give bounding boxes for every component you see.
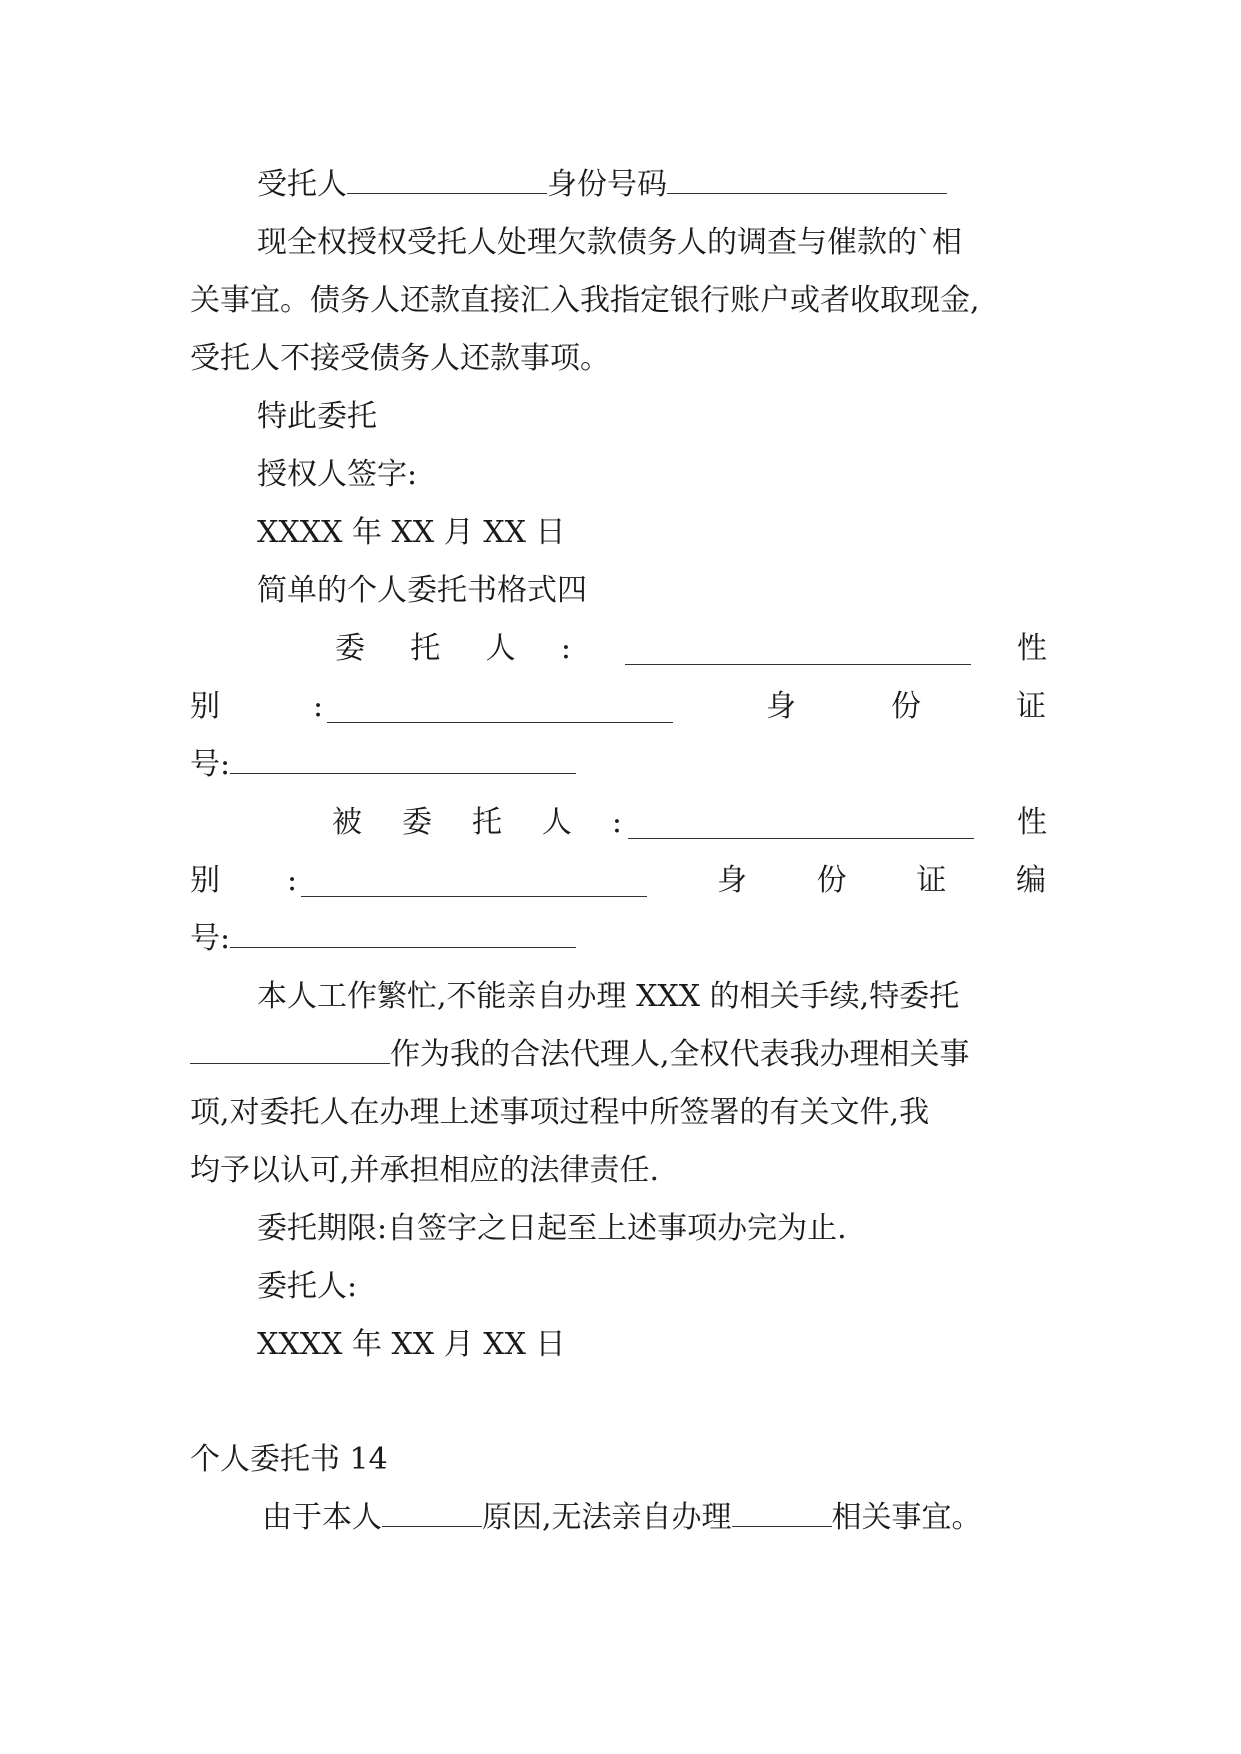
section-heading-14: 个人委托书 14 — [190, 1442, 388, 1477]
char: 证 — [1016, 689, 1046, 724]
char: : — [611, 805, 622, 840]
id-card-label-spaced — [766, 687, 1046, 727]
number-label-2 — [190, 919, 576, 959]
para2-line2-text: 作为我的合法代理人,全权代表我办理相关事 — [390, 1037, 970, 1072]
colon: : — [313, 689, 324, 724]
char: 人 — [541, 805, 572, 840]
colon: : — [287, 863, 298, 898]
trustee-label: 受托人 — [257, 167, 347, 202]
para2-line2 — [190, 1035, 970, 1075]
char: 委 — [401, 805, 432, 840]
gender-label-2: 别 — [190, 863, 220, 898]
para2-line3: 项,对委托人在办理上述事项过程中所签署的有关文件,我 — [190, 1095, 930, 1130]
date-line-2: XXXX 年 XX 月 XX 日 — [257, 1327, 566, 1362]
para1-line1: 现全权授权受托人处理欠款债务人的调查与催款的`相 — [257, 225, 962, 260]
char: 人 — [485, 631, 516, 666]
special-entrust: 特此委托 — [257, 399, 377, 434]
char: 托 — [471, 805, 502, 840]
trustee-id-line — [257, 165, 947, 205]
number-label-text: 号: — [190, 921, 231, 956]
char: 份 — [891, 689, 921, 724]
matter-blank[interactable] — [732, 1500, 832, 1527]
agent-id-blank[interactable] — [230, 921, 576, 948]
client-label-spaced — [335, 629, 571, 669]
agent-label-spaced — [332, 803, 622, 843]
last-line-part-c: 相关事宜。 — [831, 1500, 982, 1535]
char: : — [560, 631, 571, 666]
char: 托 — [410, 631, 441, 666]
date-line-1: XXXX 年 XX 月 XX 日 — [257, 515, 566, 550]
authorizer-signature-label: 授权人签字: — [257, 457, 418, 492]
client-name-blank[interactable] — [625, 638, 971, 665]
gender-char-2: 性 — [1017, 805, 1047, 840]
client-signature-label: 委托人: — [257, 1269, 358, 1304]
number-label-text: 号: — [190, 747, 231, 782]
last-line — [262, 1498, 982, 1538]
agent-name-blank[interactable] — [628, 812, 974, 839]
gender-label-1: 别 — [190, 689, 220, 724]
char: 证 — [916, 863, 947, 898]
number-label-1 — [190, 745, 576, 785]
format4-heading: 简单的个人委托书格式四 — [257, 573, 587, 608]
trustee-blank[interactable] — [347, 167, 547, 194]
last-line-part-a: 由于本人 — [262, 1500, 382, 1535]
char: 编 — [1015, 863, 1046, 898]
client-id-blank[interactable] — [230, 747, 576, 774]
agent-gender-blank[interactable] — [301, 870, 647, 897]
para2-line4: 均予以认可,并承担相应的法律责任. — [190, 1153, 660, 1188]
client-gender-blank[interactable] — [327, 696, 673, 723]
id-number-label: 身份号码 — [547, 167, 667, 202]
char: 被 — [332, 805, 362, 840]
id-card-number-label-spaced — [717, 861, 1046, 901]
para1-line3: 受托人不接受债务人还款事项。 — [190, 341, 610, 376]
para2-line1: 本人工作繁忙,不能亲自办理 XXX 的相关手续,特委托 — [257, 979, 960, 1014]
para1-line2: 关事宜。债务人还款直接汇入我指定银行账户或者收取现金, — [190, 283, 980, 318]
agent-blank[interactable] — [190, 1037, 390, 1064]
char: 委 — [335, 631, 365, 666]
period-line: 委托期限:自签字之日起至上述事项办完为止. — [257, 1211, 847, 1246]
id-number-blank[interactable] — [667, 167, 947, 194]
last-line-part-b: 原因,无法亲自办理 — [482, 1500, 732, 1535]
char: 份 — [816, 863, 847, 898]
char: 身 — [717, 863, 747, 898]
char: 身 — [766, 689, 796, 724]
reason-blank[interactable] — [382, 1500, 482, 1527]
gender-char-1: 性 — [1017, 631, 1047, 666]
